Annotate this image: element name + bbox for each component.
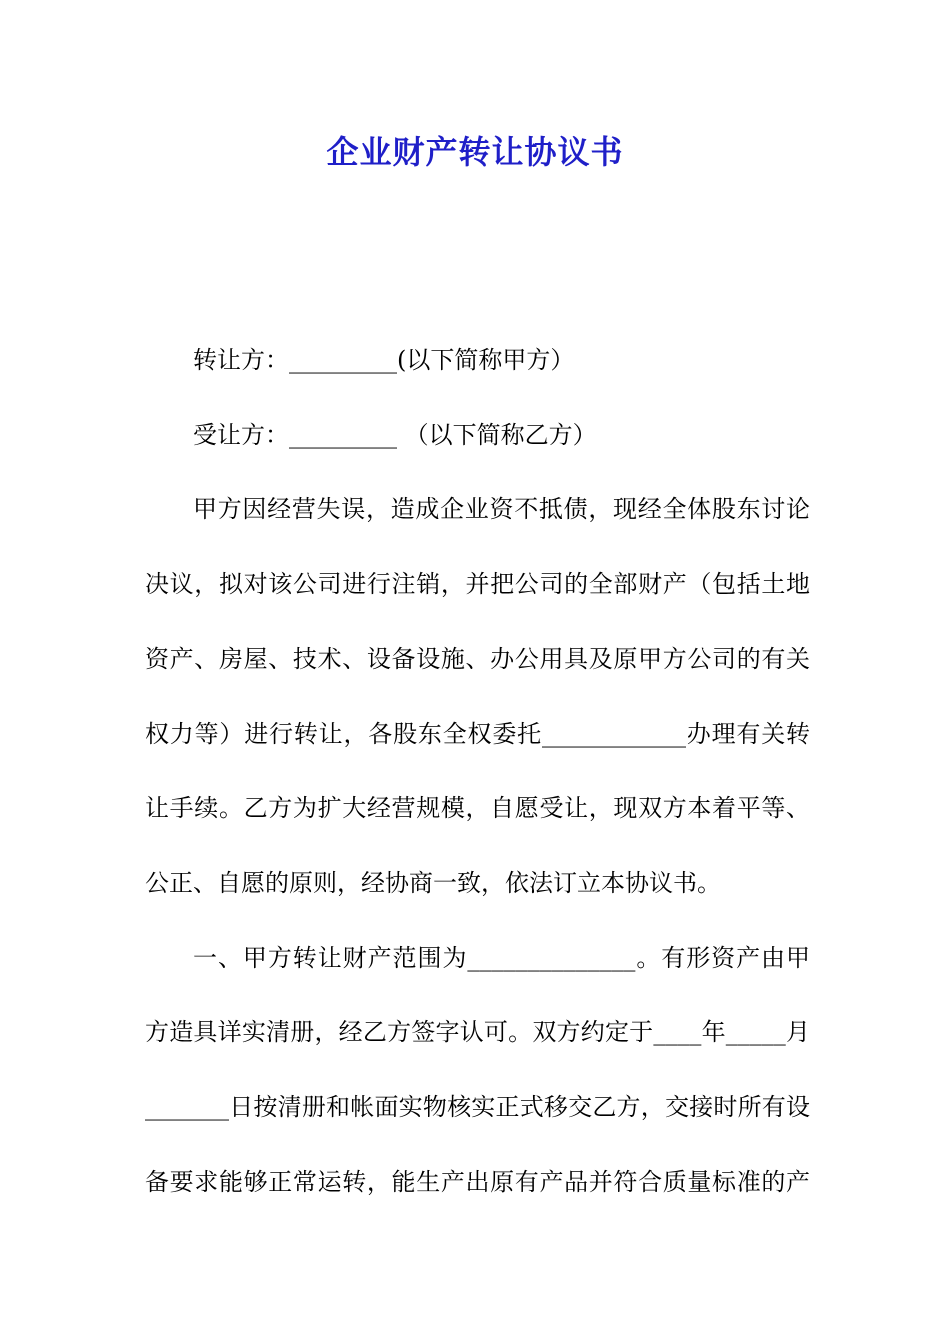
document-title: 企业财产转让协议书 (326, 133, 624, 171)
clause-line: 备要求能够正常运转，能生产出原有产品并符合质量标准的产 (145, 1168, 810, 1196)
clause-line: _______日按清册和帐面实物核实正式移交乙方，交接时所有设 (145, 1093, 810, 1121)
clause-line: 方造具详实清册，经乙方签字认可。双方约定于____年_____月 (145, 1018, 810, 1046)
paragraph-line: 让手续。乙方为扩大经营规模，自愿受让，现双方本着平等、 (145, 794, 810, 822)
transferee-line: 受让方：_________ （以下简称乙方） (193, 421, 597, 449)
paragraph-line: 公正、自愿的原则，经协商一致，依法订立本协议书。 (145, 869, 721, 897)
paragraph-line: 甲方因经营失误，造成企业资不抵债，现经全体股东讨论 (193, 495, 810, 523)
paragraph-line: 决议，拟对该公司进行注销，并把公司的全部财产（包括土地 (145, 570, 810, 598)
transferor-line: 转让方：_________(以下简称甲方） (193, 346, 575, 374)
clause-line: 一、甲方转让财产范围为______________。有形资产由甲 (193, 944, 810, 972)
paragraph-line: 权力等）进行转让，各股东全权委托____________办理有关转 (145, 720, 810, 748)
paragraph-line: 资产、房屋、技术、设备设施、办公用具及原甲方公司的有关 (145, 645, 810, 673)
